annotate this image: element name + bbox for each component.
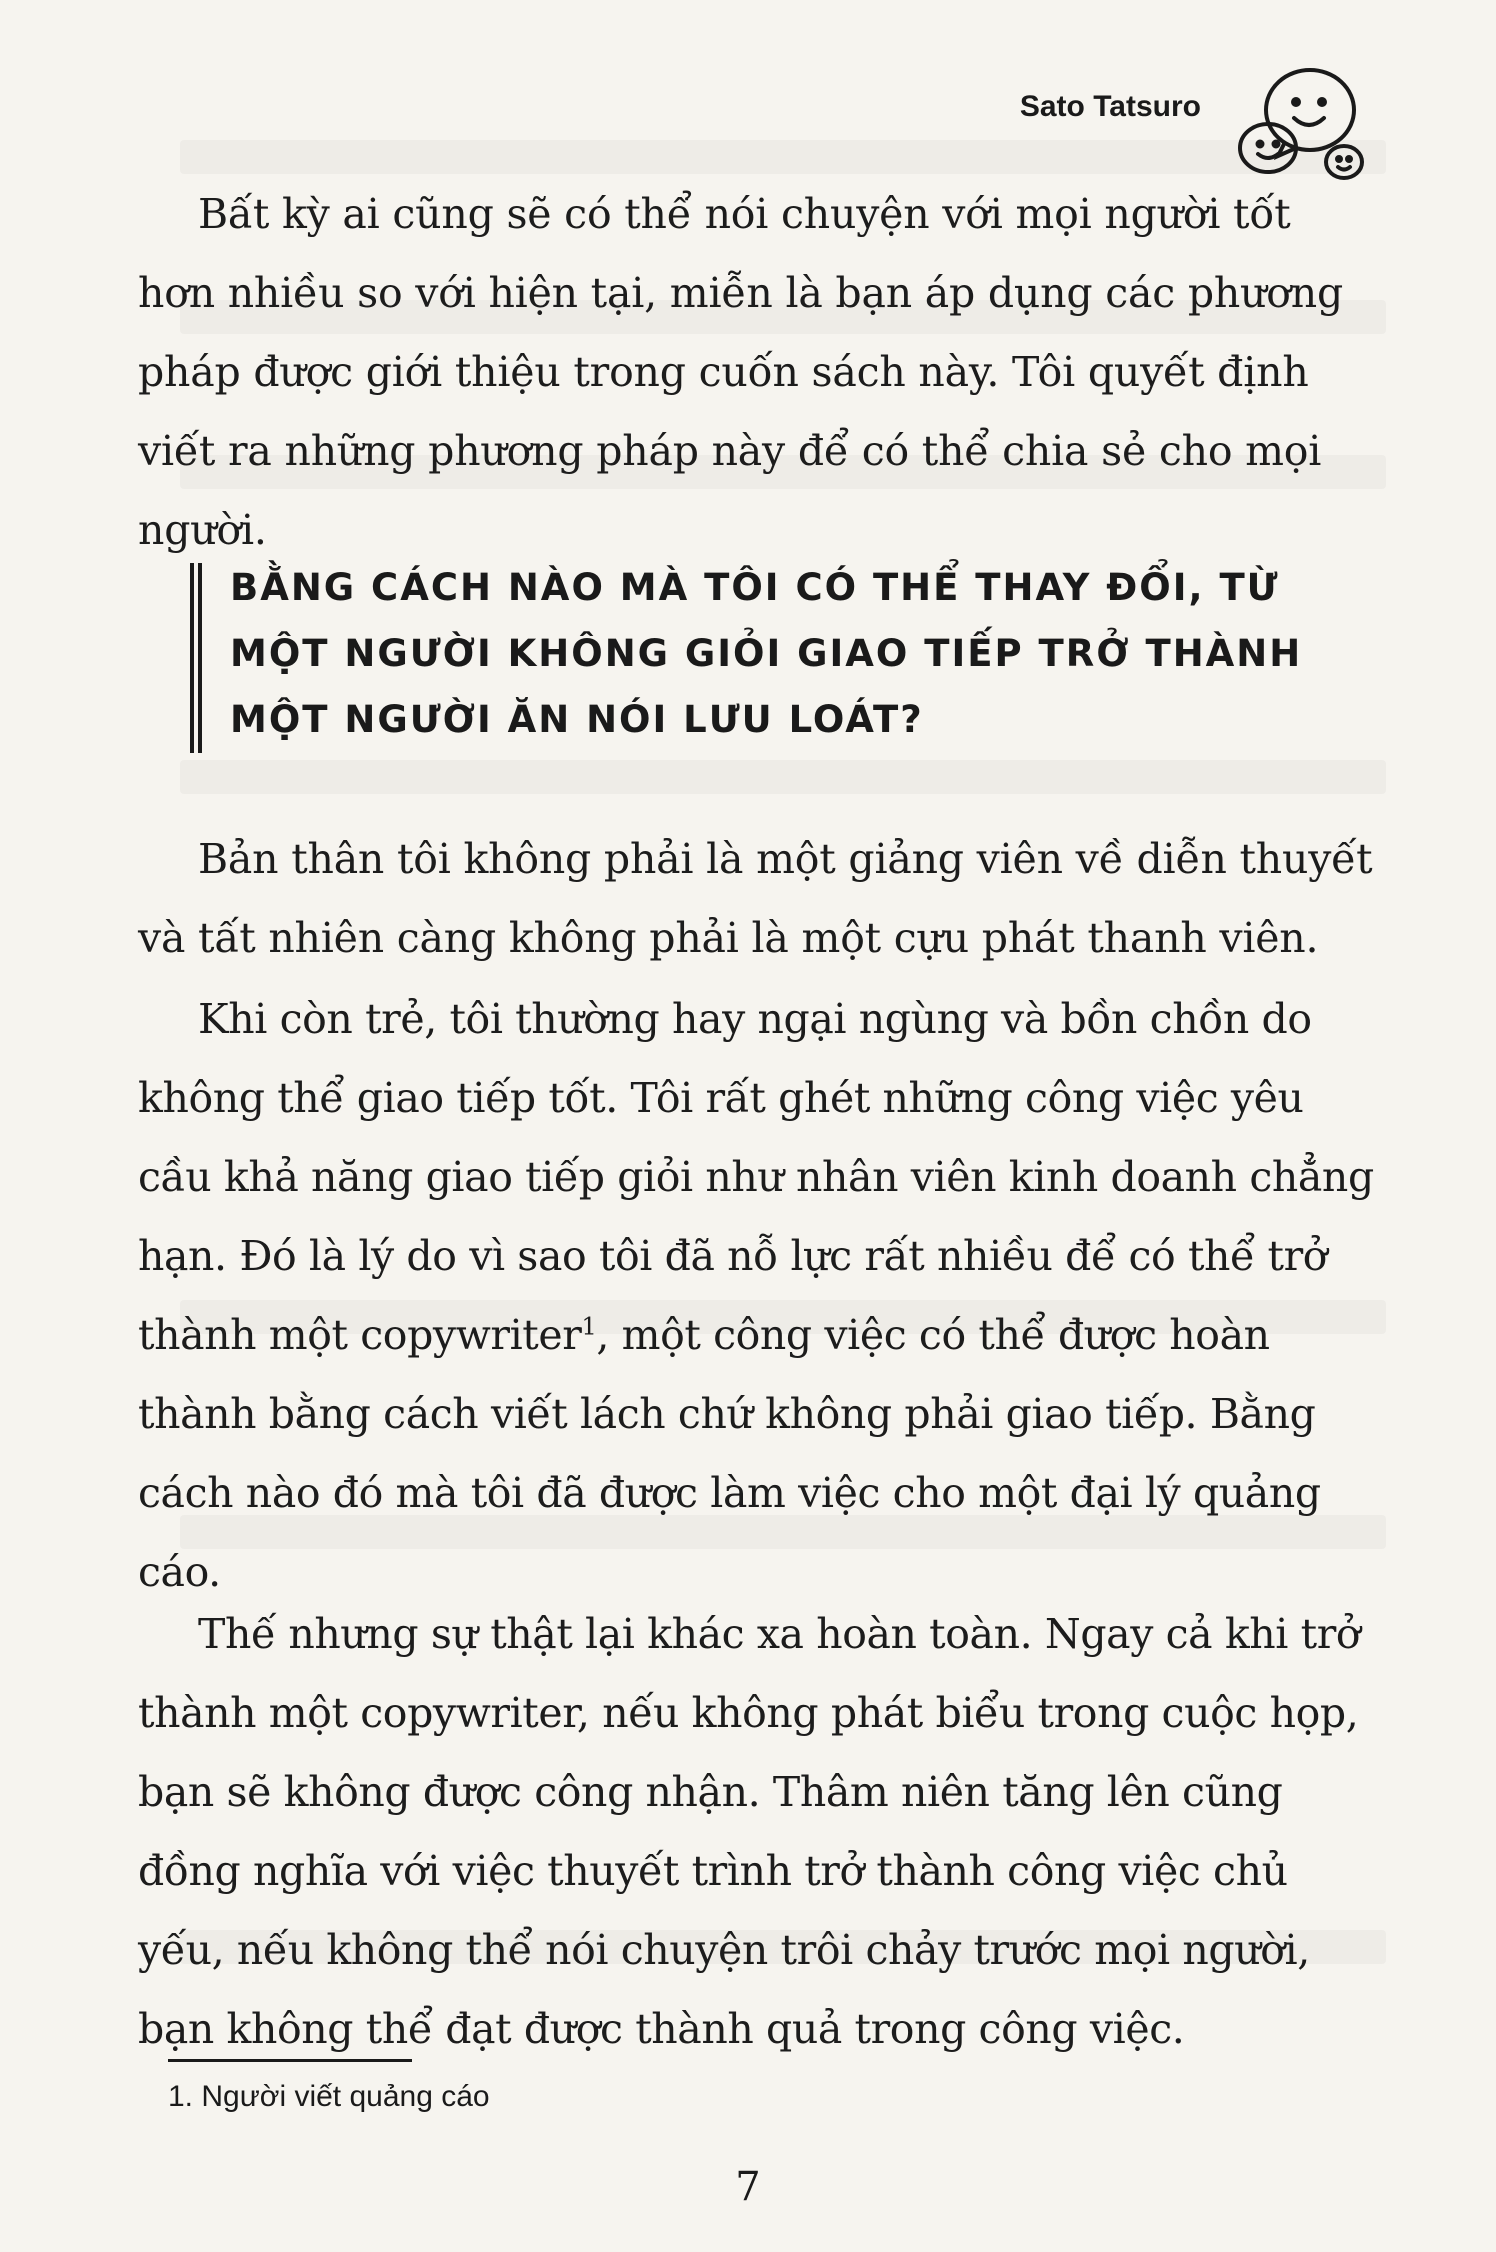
section-heading	[190, 555, 1390, 755]
paragraph-youth-part2: , một công việc có thể được hoàn thành bằng cách viết lách chứ không phải giao tiếp. Bằng cách nào đó mà tôi đã được làm việc cho một đại lý quảng cáo.	[138, 1311, 1321, 1596]
paragraph-intro: Bất kỳ ai cũng sẽ có thể nói chuyện với mọi người tốt hơn nhiều so với hiện tại, miễn là bạn áp dụng các phương pháp được giới thiệu trong cuốn sách này. Tôi quyết định viết ra những phương pháp này để có thể chia sẻ cho mọi người.	[138, 190, 1344, 554]
header-author: Sato Tatsuro	[1019, 90, 1201, 123]
footnote-rule	[168, 2059, 412, 2062]
page-number: 7	[735, 2164, 761, 2210]
show-through-line	[180, 760, 1386, 794]
paragraph-youth-part1: Khi còn trẻ, tôi thường hay ngại ngùng và bồn chồn do không thể giao tiếp tốt. Tôi rất ghét những công việc yêu cầu khả năng giao tiếp giỏi như nhân viên kinh doanh chẳng hạn. Đó là lý do vì sao tôi đã nỗ lực rất nhiều để có thể trở thành một copywriter	[138, 995, 1374, 1359]
heading-text: BẰNG CÁCH NÀO MÀ TÔI CÓ THỂ THAY ĐỔI, TỪ MỘT NGƯỜI KHÔNG GIỎI GIAO TIẾP TRỞ THÀNH MỘT NGƯỜI ĂN NÓI LƯU LOÁT?	[230, 566, 1303, 741]
paragraph-youth	[138, 980, 1378, 1612]
paragraph-background: Bản thân tôi không phải là một giảng viên về diễn thuyết và tất nhiên càng không phải là một cựu phát thanh viên.	[138, 835, 1373, 962]
heading-double-rule	[190, 563, 202, 753]
paragraph-reality: Thế nhưng sự thật lại khác xa hoàn toàn. Ngay cả khi trở thành một copywriter, nếu không phát biểu trong cuộc họp, bạn sẽ không được công nhận. Thâm niên tăng lên cũng đồng nghĩa với việc thuyết trình trở thành công việc chủ yếu, nếu không thể nói chuyện trôi chảy trước mọi người, bạn không thể đạt được thành quả trong công việc.	[138, 1610, 1361, 2053]
footnote-marker: 1	[581, 1312, 597, 1341]
footnote: 1. Người viết quảng cáo	[168, 2080, 490, 2113]
